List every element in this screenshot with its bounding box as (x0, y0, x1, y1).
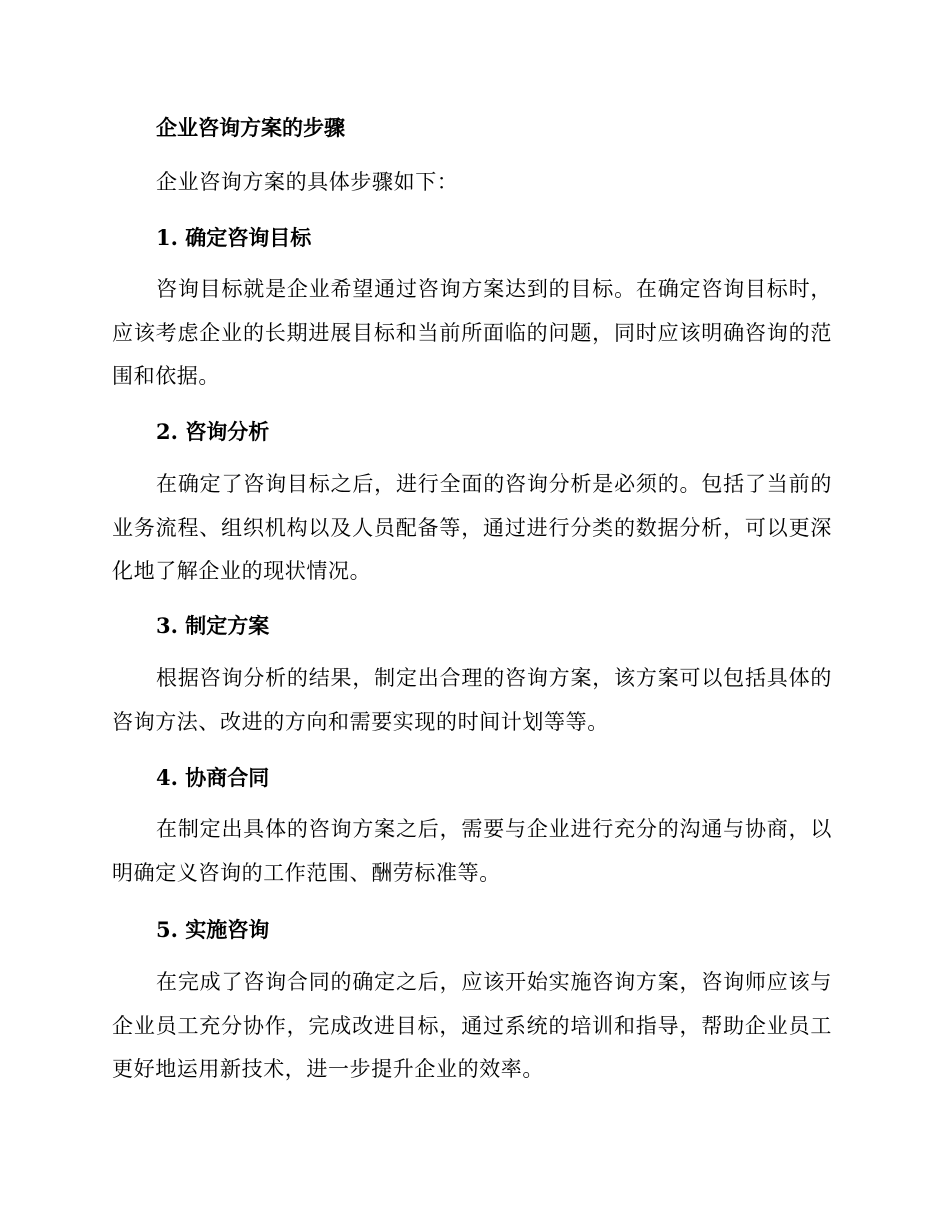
section-3-heading-block (112, 612, 832, 640)
intro-block (112, 161, 832, 205)
section-4-body-block (112, 808, 832, 895)
section-paragraph: 在确定了咨询目标之后，进行全面的咨询分析是必须的。包括了当前的业务流程、组织机构以及人员配备等，通过进行分类的数据分析，可以更深化地了解企业的现状情况。 (112, 472, 832, 583)
section-paragraph: 咨询目标就是企业希望通过咨询方案达到的目标。在确定咨询目标时，应该考虑企业的长期进展目标和当前所面临的问题，同时应该明确咨询的范围和依据。 (112, 277, 832, 388)
section-1-heading-block (112, 224, 832, 252)
section-heading: 4. 协商合同 (156, 765, 270, 790)
section-paragraph: 根据咨询分析的结果，制定出合理的咨询方案，该方案可以包括具体的咨询方法、改进的方向和需要实现的时间计划等等。 (112, 666, 832, 734)
section-2-body-block (112, 463, 832, 594)
section-2-heading-block (112, 418, 832, 446)
section-heading: 3. 制定方案 (156, 613, 270, 638)
section-paragraph: 在完成了咨询合同的确定之后，应该开始实施咨询方案，咨询师应该与企业员工充分协作，完成改进目标，通过系统的培训和指导，帮助企业员工更好地运用新技术，进一步提升企业的效率。 (112, 970, 832, 1081)
section-5-body-block (112, 961, 832, 1092)
section-4-heading-block (112, 764, 832, 792)
document-title-block (112, 114, 832, 142)
section-heading: 1. 确定咨询目标 (156, 225, 312, 250)
section-heading: 5. 实施咨询 (156, 917, 270, 942)
section-paragraph: 在制定出具体的咨询方案之后，需要与企业进行充分的沟通与协商，以明确定义咨询的工作范围、酬劳标准等。 (112, 817, 832, 885)
section-3-body-block (112, 657, 832, 744)
section-heading: 2. 咨询分析 (156, 419, 270, 444)
section-1-body-block (112, 268, 832, 399)
intro-paragraph: 企业咨询方案的具体步骤如下： (156, 170, 459, 194)
document-title: 企业咨询方案的步骤 (156, 115, 345, 140)
section-5-heading-block (112, 916, 832, 944)
